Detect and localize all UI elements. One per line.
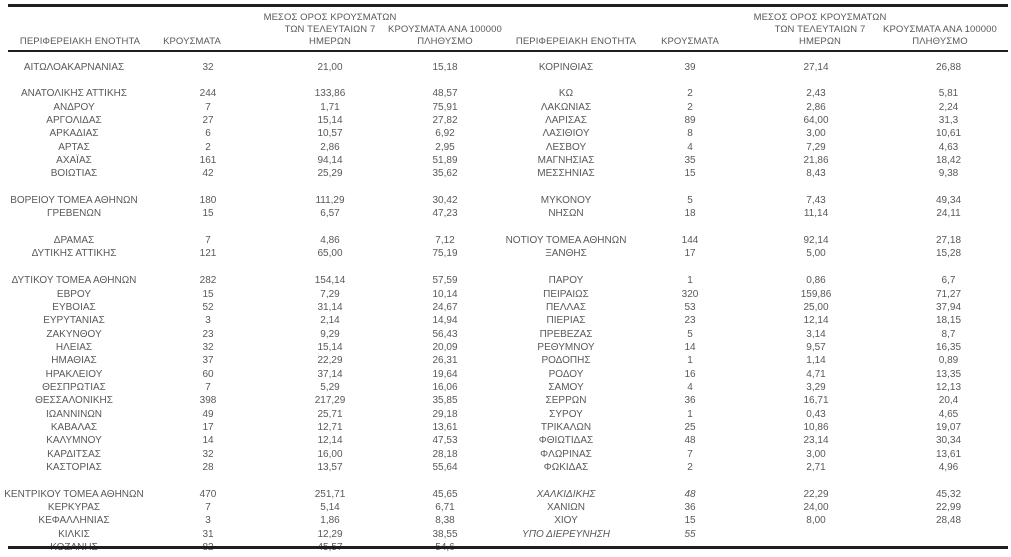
- spacer-row: [0, 181, 1011, 194]
- avg7-cell-right: 21,86: [803, 155, 829, 167]
- region-cell-left: ΑΡΓΟΛΙΔΑΣ: [46, 115, 102, 127]
- per100k-cell-left: 19,64: [432, 368, 458, 380]
- region-cell-right: ΤΡΙΚΑΛΩΝ: [540, 421, 592, 433]
- table-row: [0, 88, 1011, 101]
- region-cell-right: ΜΥΚΟΝΟΥ: [540, 195, 592, 207]
- spacer-row: [0, 475, 1011, 488]
- avg7-cell-left: 9,29: [320, 328, 340, 340]
- region-cell-left: ΚΑΡΔΙΤΣΑΣ: [47, 448, 101, 460]
- region-cell-left: ΕΥΒΟΙΑΣ: [52, 301, 96, 313]
- cases-cell-right: 144: [681, 235, 699, 247]
- region-cell-right: ΠΕΛΛΑΣ: [545, 301, 587, 313]
- table-row: [0, 128, 1011, 141]
- table-header: [0, 6, 1011, 49]
- avg7-cell-right: 8,43: [806, 168, 826, 180]
- cases-cell-left: 7: [205, 502, 211, 514]
- header-avg7-right: ΜΕΣΟΣ ΟΡΟΣ ΚΡΟΥΣΜΑΤΩΝ ΤΩΝ ΤΕΛΕΥΤΑΙΩΝ 7 ΗΜΕΡΩΝ: [753, 12, 887, 48]
- table-row: [0, 395, 1011, 408]
- region-cell-right: ΡΟΔΟΠΗΣ: [541, 355, 591, 367]
- avg7-cell-right: 0,43: [806, 408, 826, 420]
- cases-cell-right: 1: [687, 275, 693, 287]
- region-cell-right: ΡΕΘΥΜΝΟΥ: [537, 341, 595, 353]
- cases-cell-right: 2: [687, 88, 693, 100]
- avg7-cell-left: 1,71: [320, 101, 340, 113]
- avg7-cell-left: 94,14: [317, 155, 343, 167]
- region-cell-right: ΥΠΟ ΔΙΕΡΕΥΝΗΣΗ: [522, 528, 610, 540]
- header-underline-rule: [8, 50, 1008, 52]
- avg7-cell-left: 25,29: [317, 168, 343, 180]
- avg7-cell-right: 7,43: [806, 195, 826, 207]
- table-row: [0, 154, 1011, 167]
- table-row: [0, 435, 1011, 448]
- avg7-cell-right: 2,71: [806, 461, 826, 473]
- region-cell-left: ΒΟΙΩΤΙΑΣ: [50, 168, 98, 180]
- region-cell-right: ΧΑΛΚΙΔΙΚΗΣ: [536, 488, 596, 500]
- region-cell-right: ΦΩΚΙΔΑΣ: [543, 461, 589, 473]
- region-cell-right: ΞΑΝΘΗΣ: [545, 248, 587, 260]
- region-cell-left: ΚΕΦΑΛΛΗΝΙΑΣ: [38, 515, 110, 527]
- avg7-cell-right: 25,00: [803, 301, 829, 313]
- region-cell-left: ΗΡΑΚΛΕΙΟΥ: [45, 368, 103, 380]
- per100k-cell-right: 4,65: [938, 408, 959, 420]
- avg7-cell-left: 6,57: [320, 208, 340, 220]
- avg7-cell-left: 2,14: [320, 315, 340, 327]
- region-cell-left: ΚΕΡΚΥΡΑΣ: [47, 502, 101, 514]
- region-cell-left: ΙΩΑΝΝΙΝΩΝ: [45, 408, 103, 420]
- region-cell-right: ΦΛΩΡΙΝΑΣ: [540, 448, 592, 460]
- table-row: [0, 461, 1011, 474]
- per100k-cell-left: 2,95: [435, 141, 455, 153]
- per100k-cell-right: 28,48: [935, 515, 962, 527]
- per100k-cell-left: 27,82: [432, 115, 458, 127]
- table-row: [0, 501, 1011, 514]
- avg7-cell-left: 37,14: [317, 368, 343, 380]
- avg7-cell-left: 15,14: [317, 341, 343, 353]
- region-cell-right: ΠΡΕΒΕΖΑΣ: [539, 328, 593, 340]
- region-cell-left: ΑΙΤΩΛΟΑΚΑΡΝΑΝΙΑΣ: [23, 61, 125, 73]
- region-cell-left: ΗΜΑΘΙΑΣ: [51, 355, 97, 367]
- table-row: [0, 61, 1011, 74]
- region-cell-right: ΜΑΓΝΗΣΙΑΣ: [537, 155, 595, 167]
- avg7-cell-right: 23,14: [803, 435, 829, 447]
- cases-cell-right: 35: [684, 155, 696, 167]
- region-cell-left: ΑΡΤΑΣ: [58, 141, 90, 153]
- spacer-row: [0, 74, 1011, 87]
- per100k-cell-left: 75,91: [432, 101, 458, 113]
- per100k-cell-right: 30,34: [935, 435, 962, 447]
- cases-cell-right: 55: [684, 528, 696, 540]
- per100k-cell-left: 75,19: [432, 248, 458, 260]
- avg7-cell-left: 12,14: [317, 435, 343, 447]
- per100k-cell-right: 20,4: [938, 395, 959, 407]
- avg7-cell-left: 217,29: [314, 395, 346, 407]
- cases-cell-left: 14: [202, 435, 214, 447]
- avg7-cell-left: 1,86: [320, 515, 340, 527]
- per100k-cell-left: 38,55: [432, 528, 458, 540]
- per100k-cell-right: 18,15: [935, 315, 962, 327]
- per100k-cell-right: 10,61: [935, 128, 962, 140]
- table-row: [0, 248, 1011, 261]
- region-cell-right: ΧΑΝΙΩΝ: [546, 502, 586, 514]
- region-cell-left: ΚΑΛΥΜΝΟΥ: [46, 435, 102, 447]
- cases-cell-left: 31: [202, 528, 214, 540]
- table-row: [0, 528, 1011, 541]
- avg7-cell-right: 11,14: [803, 208, 829, 220]
- avg7-cell-left: 65,00: [317, 248, 343, 260]
- table-row: [0, 208, 1011, 221]
- per100k-cell-right: 26,88: [935, 61, 962, 73]
- region-cell-left: ΕΥΡΥΤΑΝΙΑΣ: [43, 315, 105, 327]
- region-cell-left: ΚΑΒΑΛΑΣ: [50, 421, 98, 433]
- header-region-left: ΠΕΡΙΦΕΡΕΙΑΚΗ ΕΝΟΤΗΤΑ: [19, 36, 141, 48]
- avg7-cell-right: 2,43: [806, 88, 826, 100]
- per100k-cell-left: 28,18: [432, 448, 458, 460]
- cases-cell-right: 48: [684, 488, 696, 500]
- header-avg7-left: ΜΕΣΟΣ ΟΡΟΣ ΚΡΟΥΣΜΑΤΩΝ ΤΩΝ ΤΕΛΕΥΤΑΙΩΝ 7 ΗΜΕΡΩΝ: [263, 12, 397, 48]
- per100k-cell-left: 55,64: [432, 461, 458, 473]
- region-cell-right: ΣΥΡΟΥ: [549, 408, 583, 420]
- per100k-cell-left: 29,18: [432, 408, 458, 420]
- header-per100k-right: ΚΡΟΥΣΜΑΤΑ ΑΝΑ 100000 ΠΛΗΘΥΣΜΟ: [883, 24, 997, 48]
- header-region-right: ΠΕΡΙΦΕΡΕΙΑΚΗ ΕΝΟΤΗΤΑ: [515, 36, 637, 48]
- per100k-cell-right: 27,18: [935, 235, 962, 247]
- region-cell-left: ΘΕΣΣΑΛΟΝΙΚΗΣ: [35, 395, 113, 407]
- region-cell-right: ΚΩ: [558, 88, 574, 100]
- cases-cell-left: 121: [199, 248, 217, 260]
- cases-cell-left: 282: [199, 275, 217, 287]
- cases-cell-left: 7: [205, 235, 211, 247]
- region-cell-right: ΚΟΡΙΝΘΙΑΣ: [538, 61, 594, 73]
- avg7-cell-right: 64,00: [803, 115, 829, 127]
- cases-cell-left: 470: [199, 488, 217, 500]
- cases-cell-left: 17: [202, 421, 214, 433]
- per100k-cell-left: 6,71: [435, 502, 455, 514]
- bottom-border-rule: [8, 546, 1008, 549]
- cases-cell-left: 244: [199, 88, 217, 100]
- region-cell-left: ΑΧΑΪΑΣ: [56, 155, 92, 167]
- region-cell-left: ΔΥΤΙΚΟΥ ΤΟΜΕΑ ΑΘΗΝΩΝ: [11, 275, 137, 287]
- cases-cell-right: 5: [687, 328, 693, 340]
- table-row: [0, 381, 1011, 394]
- per100k-cell-right: 31,3: [938, 115, 959, 127]
- header-cases-right: ΚΡΟΥΣΜΑΤΑ: [661, 36, 719, 48]
- avg7-cell-left: 154,14: [314, 275, 346, 287]
- region-cell-left: ΚΑΣΤΟΡΙΑΣ: [46, 461, 102, 473]
- avg7-cell-left: 12,29: [317, 528, 343, 540]
- cases-cell-left: 7: [205, 101, 211, 113]
- cases-cell-right: 25: [684, 421, 696, 433]
- per100k-cell-right: 22,99: [935, 502, 962, 514]
- per100k-cell-right: 24,11: [936, 208, 961, 220]
- cases-cell-left: 37: [202, 355, 214, 367]
- header-cases-left: ΚΡΟΥΣΜΑΤΑ: [163, 36, 221, 48]
- per100k-cell-left: 14,94: [432, 315, 458, 327]
- avg7-cell-right: 3,29: [806, 381, 826, 393]
- avg7-cell-right: 7,29: [806, 141, 826, 153]
- avg7-cell-left: 16,00: [317, 448, 343, 460]
- cases-cell-left: 49: [202, 408, 214, 420]
- region-cell-left: ΚΕΝΤΡΙΚΟΥ ΤΟΜΕΑ ΑΘΗΝΩΝ: [4, 488, 144, 500]
- header-per100k-left: ΚΡΟΥΣΜΑΤΑ ΑΝΑ 100000 ΠΛΗΘΥΣΜΟ: [388, 24, 502, 48]
- table-row: [0, 341, 1011, 354]
- region-cell-right: ΛΑΣΙΘΙΟΥ: [542, 128, 590, 140]
- table-row: [0, 234, 1011, 247]
- per100k-cell-left: 8,38: [435, 515, 455, 527]
- per100k-cell-right: 8,7: [941, 328, 956, 340]
- avg7-cell-left: 5,14: [320, 502, 340, 514]
- avg7-cell-right: 4,71: [806, 368, 826, 380]
- cases-cell-left: 60: [202, 368, 214, 380]
- per100k-cell-right: 71,27: [935, 288, 962, 300]
- cases-cell-right: 15: [684, 168, 696, 180]
- table-row: [0, 288, 1011, 301]
- per100k-cell-right: 6,7: [941, 275, 956, 287]
- avg7-cell-left: 12,71: [317, 421, 343, 433]
- cases-cell-right: 1: [687, 408, 693, 420]
- region-cell-left: ΖΑΚΥΝΘΟΥ: [46, 328, 102, 340]
- region-cell-left: ΚΙΛΚΙΣ: [58, 528, 90, 540]
- spacer-row: [0, 261, 1011, 274]
- per100k-cell-right: 12,13: [935, 381, 962, 393]
- per100k-cell-left: 35,62: [432, 168, 458, 180]
- spacer-row: [0, 221, 1011, 234]
- region-cell-left: ΔΡΑΜΑΣ: [53, 235, 95, 247]
- avg7-cell-left: 7,29: [320, 288, 340, 300]
- region-cell-left: ΗΛΕΙΑΣ: [55, 341, 93, 353]
- avg7-cell-right: 24,00: [803, 502, 829, 514]
- cases-cell-left: 180: [199, 195, 217, 207]
- avg7-cell-left: 25,71: [317, 408, 343, 420]
- cases-cell-right: 2: [687, 101, 693, 113]
- region-cell-right: ΧΙΟΥ: [554, 515, 578, 527]
- cases-cell-left: 42: [202, 168, 214, 180]
- region-cell-right: ΛΑΡΙΣΑΣ: [545, 115, 587, 127]
- cases-cell-left: 28: [202, 461, 214, 473]
- cases-cell-right: 1: [687, 355, 693, 367]
- cases-cell-left: 6: [205, 128, 211, 140]
- region-cell-left: ΑΝΑΤΟΛΙΚΗΣ ΑΤΤΙΚΗΣ: [20, 88, 128, 100]
- per100k-cell-right: 45,32: [935, 488, 962, 500]
- per100k-cell-left: 10,14: [432, 288, 458, 300]
- avg7-cell-right: 2,86: [806, 101, 826, 113]
- region-cell-left: ΘΕΣΠΡΩΤΙΑΣ: [42, 381, 106, 393]
- cases-cell-left: 23: [202, 328, 214, 340]
- per100k-cell-left: 47,53: [432, 435, 458, 447]
- avg7-cell-right: 9,57: [806, 341, 826, 353]
- per100k-cell-left: 13,61: [432, 421, 458, 433]
- avg7-cell-left: 5,29: [320, 381, 340, 393]
- per100k-cell-left: 16,06: [432, 381, 458, 393]
- cases-cell-right: 48: [684, 435, 696, 447]
- region-cell-left: ΒΟΡΕΙΟΥ ΤΟΜΕΑ ΑΘΗΝΩΝ: [10, 195, 138, 207]
- per100k-cell-right: 15,28: [935, 248, 962, 260]
- table-row: [0, 328, 1011, 341]
- avg7-cell-left: 2,86: [320, 141, 340, 153]
- avg7-cell-left: 251,71: [314, 488, 346, 500]
- per100k-cell-right: 13,61: [935, 448, 962, 460]
- cases-cell-left: 52: [202, 301, 214, 313]
- table-row: [0, 448, 1011, 461]
- cases-cell-left: 398: [199, 395, 217, 407]
- per100k-cell-left: 15,18: [432, 61, 458, 73]
- avg7-cell-left: 15,14: [317, 115, 343, 127]
- per100k-cell-right: 4,63: [938, 141, 959, 153]
- avg7-cell-right: 159,86: [800, 288, 832, 300]
- region-cell-left: ΔΥΤΙΚΗΣ ΑΤΤΙΚΗΣ: [31, 248, 117, 260]
- cases-cell-left: 32: [202, 448, 214, 460]
- per100k-cell-left: 51,89: [432, 155, 458, 167]
- cases-cell-left: 161: [199, 155, 217, 167]
- avg7-cell-right: 16,71: [803, 395, 829, 407]
- per100k-cell-left: 30,42: [432, 195, 458, 207]
- per100k-cell-right: 9,38: [938, 168, 959, 180]
- table-row: [0, 141, 1011, 154]
- cases-cell-right: 4: [687, 381, 693, 393]
- per100k-cell-left: 26,31: [432, 355, 458, 367]
- region-cell-left: ΕΒΡΟΥ: [56, 288, 92, 300]
- avg7-cell-left: 22,29: [317, 355, 343, 367]
- table-row: [0, 301, 1011, 314]
- region-cell-right: ΛΕΣΒΟΥ: [545, 141, 587, 153]
- cases-cell-right: 16: [684, 368, 696, 380]
- table-row: [0, 408, 1011, 421]
- region-cell-right: ΡΟΔΟΥ: [548, 368, 584, 380]
- avg7-cell-left: 133,86: [314, 88, 346, 100]
- avg7-cell-right: 3,00: [806, 448, 826, 460]
- per100k-cell-left: 7,12: [435, 235, 455, 247]
- cases-cell-right: 17: [684, 248, 696, 260]
- per100k-cell-left: 20,09: [432, 341, 458, 353]
- per100k-cell-left: 6,92: [435, 128, 455, 140]
- cases-cell-right: 23: [684, 315, 696, 327]
- cases-cell-right: 2: [687, 461, 693, 473]
- per100k-cell-right: 5,81: [938, 88, 959, 100]
- per100k-cell-left: 48,57: [432, 88, 458, 100]
- cases-cell-right: 14: [684, 341, 696, 353]
- per100k-cell-right: 49,34: [935, 195, 962, 207]
- per100k-cell-right: 2,24: [938, 101, 959, 113]
- avg7-cell-right: 92,14: [803, 235, 829, 247]
- cases-cell-left: 3: [205, 515, 211, 527]
- avg7-cell-left: 4,86: [320, 235, 340, 247]
- avg7-cell-right: 1,14: [806, 355, 826, 367]
- table-body: [0, 61, 1011, 555]
- region-cell-right: ΝΟΤΙΟΥ ΤΟΜΕΑ ΑΘΗΝΩΝ: [505, 235, 627, 247]
- avg7-cell-right: 3,00: [806, 128, 826, 140]
- avg7-cell-left: 10,57: [317, 128, 343, 140]
- avg7-cell-right: 22,29: [803, 488, 829, 500]
- region-cell-right: ΜΕΣΣΗΝΙΑΣ: [537, 168, 595, 180]
- cases-cell-right: 4: [687, 141, 693, 153]
- region-cell-right: ΣΕΡΡΩΝ: [545, 395, 587, 407]
- table-row: [0, 315, 1011, 328]
- table-row: [0, 421, 1011, 434]
- per100k-cell-right: 37,94: [935, 301, 962, 313]
- cases-cell-right: 36: [684, 395, 696, 407]
- region-cell-right: ΝΗΣΩΝ: [548, 208, 584, 220]
- cases-cell-right: 15: [684, 515, 696, 527]
- region-cell-left: ΑΡΚΑΔΙΑΣ: [49, 128, 99, 140]
- per100k-cell-left: 57,59: [432, 275, 458, 287]
- table-row: [0, 355, 1011, 368]
- region-cell-right: ΠΑΡΟΥ: [548, 275, 584, 287]
- cases-cell-left: 3: [205, 315, 211, 327]
- cases-cell-right: 89: [684, 115, 696, 127]
- per100k-cell-right: 19,07: [935, 421, 962, 433]
- cases-cell-left: 32: [202, 341, 214, 353]
- table-row: [0, 194, 1011, 207]
- per100k-cell-left: 35,85: [432, 395, 458, 407]
- cases-cell-right: 53: [684, 301, 696, 313]
- avg7-cell-left: 31,14: [317, 301, 343, 313]
- cases-cell-right: 7: [687, 448, 693, 460]
- avg7-cell-right: 0,86: [806, 275, 826, 287]
- avg7-cell-right: 27,14: [803, 61, 829, 73]
- cases-cell-right: 8: [687, 128, 693, 140]
- avg7-cell-right: 10,86: [803, 421, 829, 433]
- per100k-cell-right: 4,96: [938, 461, 959, 473]
- per100k-cell-left: 56,43: [432, 328, 458, 340]
- cases-cell-left: 2: [205, 141, 211, 153]
- cases-cell-right: 39: [684, 61, 696, 73]
- cases-cell-right: 18: [684, 208, 696, 220]
- region-cell-right: ΠΕΙΡΑΙΩΣ: [543, 288, 589, 300]
- avg7-cell-left: 21,00: [317, 61, 343, 73]
- region-cell-right: ΦΘΙΩΤΙΔΑΣ: [538, 435, 594, 447]
- region-cell-right: ΠΙΕΡΙΑΣ: [546, 315, 586, 327]
- cases-cell-left: 27: [202, 115, 214, 127]
- cases-cell-left: 7: [205, 381, 211, 393]
- per100k-cell-left: 47,23: [432, 208, 458, 220]
- avg7-cell-right: 3,14: [806, 328, 826, 340]
- cases-cell-left: 32: [202, 61, 214, 73]
- avg7-cell-left: 13,57: [317, 461, 343, 473]
- avg7-cell-right: 12,14: [803, 315, 829, 327]
- cases-cell-left: 15: [202, 208, 214, 220]
- avg7-cell-left: 111,29: [315, 195, 345, 207]
- table-row: [0, 368, 1011, 381]
- per100k-cell-left: 45,65: [432, 488, 458, 500]
- table-row: [0, 114, 1011, 127]
- table-row: [0, 101, 1011, 114]
- region-cell-right: ΣΑΜΟΥ: [548, 381, 584, 393]
- cases-cell-right: 320: [681, 288, 699, 300]
- region-cell-left: ΑΝΔΡΟΥ: [53, 101, 95, 113]
- table-row: [0, 515, 1011, 528]
- cases-cell-right: 36: [684, 502, 696, 514]
- table-row: [0, 488, 1011, 501]
- region-cell-right: ΛΑΚΩΝΙΑΣ: [540, 101, 592, 113]
- cases-cell-left: 15: [202, 288, 214, 300]
- cases-cell-right: 5: [687, 195, 693, 207]
- avg7-cell-right: 5,00: [806, 248, 826, 260]
- per100k-cell-right: 18,42: [935, 155, 962, 167]
- per100k-cell-left: 24,67: [432, 301, 458, 313]
- table-row: [0, 275, 1011, 288]
- region-cell-left: ΓΡΕΒΕΝΩΝ: [46, 208, 102, 220]
- per100k-cell-right: 0,89: [938, 355, 959, 367]
- avg7-cell-right: 8,00: [806, 515, 826, 527]
- per100k-cell-right: 16,35: [935, 341, 962, 353]
- table-row: [0, 168, 1011, 181]
- per100k-cell-right: 13,35: [935, 368, 962, 380]
